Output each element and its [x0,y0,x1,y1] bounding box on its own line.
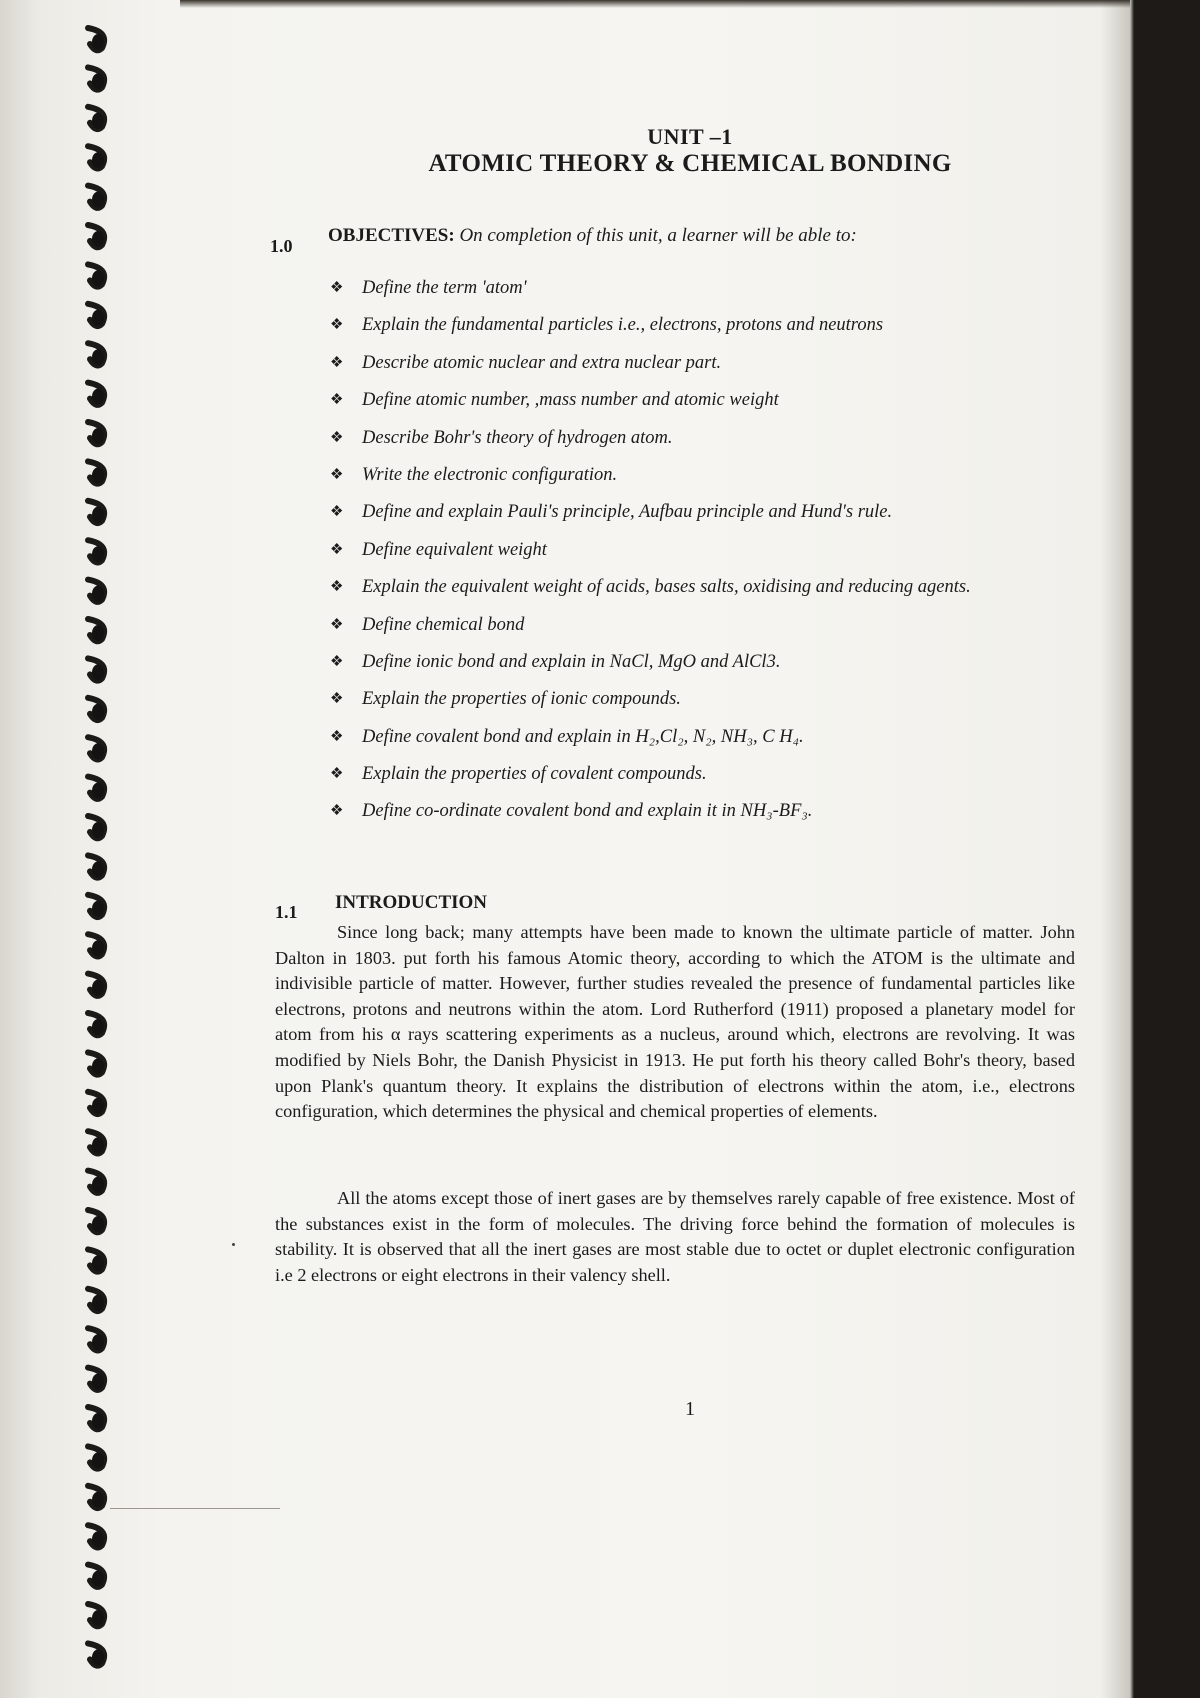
unit-label: UNIT –1 [647,124,733,149]
diamond-bullet-icon: ❖ [330,317,344,334]
objective-text: Define co-ordinate covalent bond and explain it in NH₃-BF₃. [362,801,813,822]
diamond-bullet-icon: ❖ [330,354,344,371]
objective-item [330,612,1050,649]
objective-text: Describe Bohr's theory of hydrogen atom. [362,427,673,448]
objective-item [330,649,1050,686]
page-number: 1 [685,1398,695,1420]
diamond-bullet-icon: ❖ [330,766,344,783]
objective-item [330,499,1050,536]
diamond-bullet-icon: ❖ [330,541,344,558]
objectives-heading [328,225,857,247]
diamond-bullet-icon: ❖ [330,728,344,745]
objective-text: Explain the properties of covalent compounds. [362,764,707,785]
objective-item [330,761,1050,798]
introduction-paragraph-1: Since long back; many attempts have been made to known the ultimate particle of matter. John Dalton in 1803. put forth his famous Atomic theory, according to which the ATOM is the ultimate and indivisible particle of matter. However, further studies revealed the presence of fundamental particles like electrons, protons and neutrons within the atom. Lord Rutherford (1911) proposed a planetary model for atom from his α rays scattering experiments as a nucleus, around which, electrons are revolving. It was modified by Niels Bohr, the Danish Physicist in 1913. He put forth his theory called Bohr's theory, based upon Plank's quantum theory. It explains the distribution of electrons within the atom, i.e., electrons configuration, which determines the physical and chemical properties of elements. [275,922,1075,1122]
objective-text: Define atomic number, ,mass number and atomic weight [362,390,779,411]
introduction-paragraph-2: All the atoms except those of inert gases are by themselves rarely capable of free existence. Most of the substances exist in the form of molecules. The driving force behind the formation of molecules is stability. It is observed that all the inert gases are most stable due to octet or duplet electronic configuration i.e 2 electrons or eight electrons in their valency shell. [275,1188,1075,1285]
introduction-heading [335,892,487,914]
objective-item [330,425,1050,462]
introduction-number: 1.1 [275,902,298,922]
diamond-bullet-icon: ❖ [330,803,344,820]
objective-item [330,312,1050,349]
objective-text: Define and explain Pauli's principle, Aufbau principle and Hund's rule. [362,502,893,523]
objective-text: Define chemical bond [362,614,525,635]
diamond-bullet-icon: ❖ [330,616,344,633]
diamond-bullet-icon: ❖ [330,579,344,596]
objective-text: Explain the properties of ionic compounds. [362,689,681,710]
objective-item [330,350,1050,387]
objectives-heading-label: OBJECTIVES: [328,225,455,246]
objective-item [330,387,1050,424]
diamond-bullet-icon: ❖ [330,429,344,446]
objective-text: Define equivalent weight [362,539,547,560]
objective-text: Write the electronic configuration. [362,464,618,485]
objective-item [330,537,1050,574]
objective-text: Describe atomic nuclear and extra nuclear part. [362,352,722,373]
objectives-intro: On completion of this unit, a learner will be able to: [459,225,857,246]
introduction-heading-label: INTRODUCTION [335,892,488,913]
objective-item [330,574,1050,611]
objective-text: Define the term 'atom' [362,278,527,298]
objectives-list [330,275,1050,836]
objective-text: Define covalent bond and explain in H₂,Cl₂, N₂, NH₃, C H₄. [362,726,804,747]
diamond-bullet-icon: ❖ [330,691,344,708]
objectives-number: 1.0 [270,236,293,256]
diamond-bullet-icon: ❖ [330,280,344,296]
objective-item [330,686,1050,723]
diamond-bullet-icon: ❖ [330,504,344,521]
diamond-bullet-icon: ❖ [330,653,344,670]
objective-text: Explain the equivalent weight of acids, bases salts, oxidising and reducing agents. [362,577,971,598]
diamond-bullet-icon: ❖ [330,466,344,483]
unit-title: ATOMIC THEORY & CHEMICAL BONDING [428,150,952,177]
objective-text: Explain the fundamental particles i.e., electrons, protons and neutrons [362,315,884,336]
objective-item [330,462,1050,499]
diamond-bullet-icon: ❖ [330,392,344,409]
objective-item [330,275,1050,312]
objective-text: Define ionic bond and explain in NaCl, MgO and AlCl3. [362,651,781,672]
objective-item [330,798,1050,835]
objective-item [330,724,1050,761]
